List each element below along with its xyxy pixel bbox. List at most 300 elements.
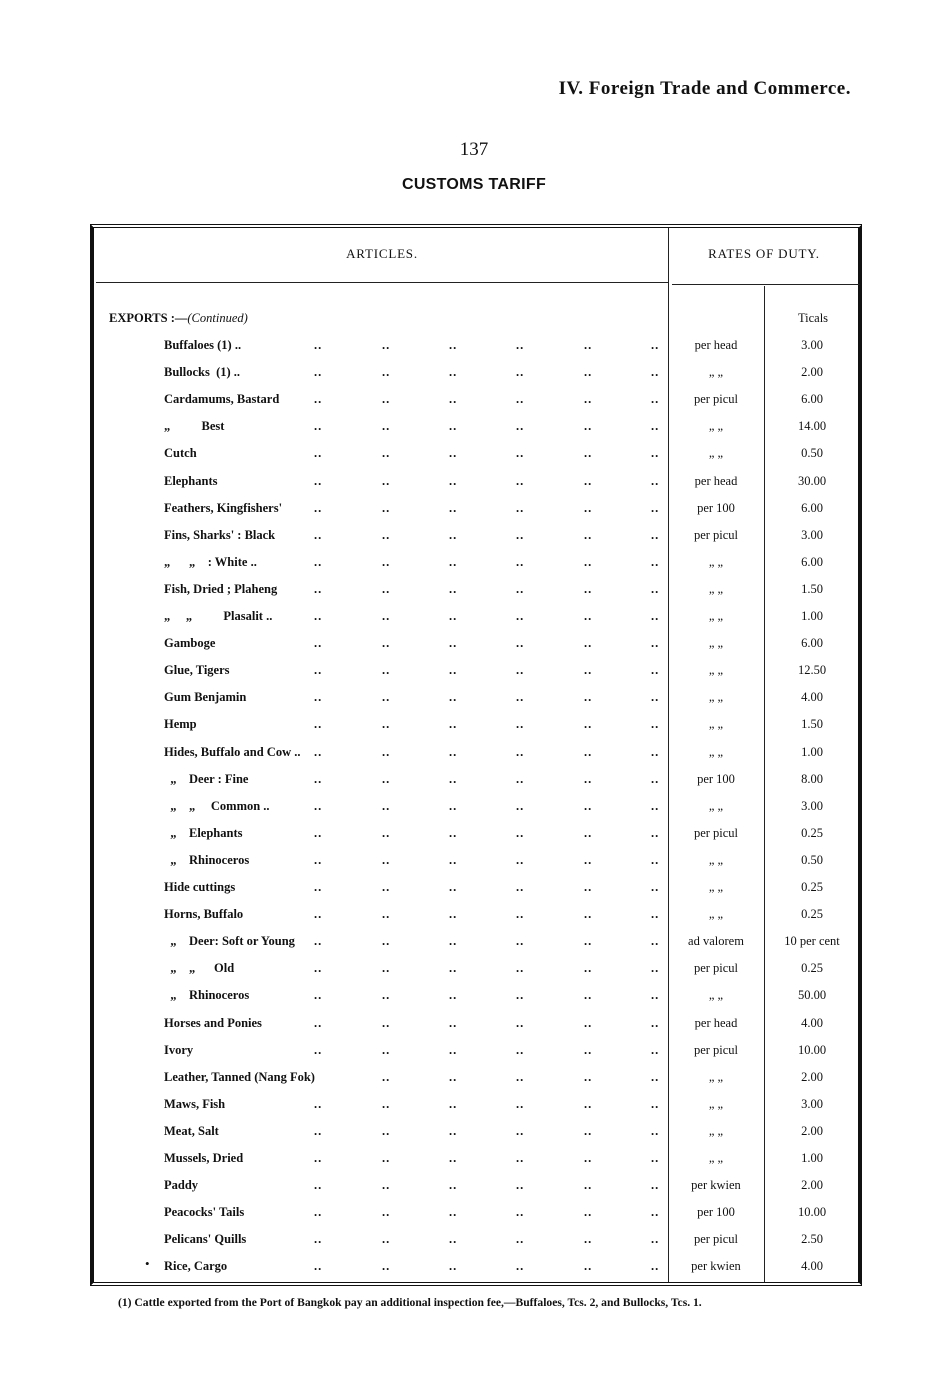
article-name: Gum Benjamin	[164, 690, 247, 705]
duty-unit: „ „	[708, 1096, 724, 1111]
leader-dots: ..	[584, 852, 593, 867]
leader-dots: ..	[449, 934, 458, 949]
duty-unit: „ „	[708, 609, 724, 623]
footnote: (1) Cattle exported from the Port of Bangkok pay an additional inspection fee,—Buffaloes, Tcs. 2, and Bullocks, Tcs. 1.	[118, 1296, 702, 1309]
leader-dots: ..	[651, 581, 660, 596]
article-name: Hemp	[164, 717, 197, 732]
leader-dots: ..	[382, 636, 391, 651]
leader-dots: ..	[314, 636, 323, 651]
leader-dots: ..	[314, 907, 323, 922]
leader-dots: ..	[314, 365, 323, 380]
duty-unit: „ „	[708, 446, 724, 461]
duty-rate: 10.00	[797, 1205, 827, 1220]
duty-rate: 0.25	[801, 825, 823, 840]
leader-dots: ..	[651, 744, 660, 759]
leader-dots: ..	[449, 527, 458, 542]
leader-dots: ..	[449, 1123, 458, 1138]
leader-dots: ..	[449, 419, 458, 434]
article-name: Paddy	[164, 1178, 199, 1193]
article-name: Leather, Tanned (Nang Fok)	[164, 1069, 315, 1084]
leader-dots: ..	[651, 1069, 660, 1084]
duty-unit: „ „	[708, 419, 724, 434]
article-name: Maws, Fish	[164, 1096, 226, 1111]
leader-dots: ..	[382, 500, 391, 515]
leader-dots: ..	[382, 717, 391, 732]
leader-dots: ..	[314, 581, 323, 596]
leader-dots: ..	[382, 1123, 391, 1138]
leader-dots: ..	[651, 365, 660, 380]
leader-dots: ..	[584, 1042, 593, 1057]
leader-dots: ..	[382, 446, 391, 461]
leader-dots: ..	[584, 934, 593, 949]
duty-rate: 2.50	[801, 1232, 823, 1247]
header-rule-rates	[672, 284, 860, 285]
duty-rate: 6.00	[801, 636, 823, 651]
table-row	[96, 988, 860, 1015]
leader-dots: ..	[449, 500, 458, 515]
article-name: „ Rhinoceros	[164, 988, 250, 1003]
leader-dots: ..	[651, 1178, 660, 1193]
leader-dots: ..	[651, 934, 660, 949]
leader-dots: ..	[584, 1069, 593, 1084]
leader-dots: ..	[449, 554, 458, 569]
table-row	[96, 338, 860, 365]
duty-rate: 8.00	[801, 771, 823, 786]
table-row	[96, 528, 860, 555]
duty-unit: „ „	[708, 690, 724, 705]
leader-dots: ..	[382, 1205, 391, 1220]
table-row	[96, 826, 860, 853]
duty-rate: 30.00	[797, 473, 827, 488]
leader-dots: ..	[516, 581, 525, 596]
leader-dots: ..	[382, 419, 391, 434]
article-name: Gamboge	[164, 636, 216, 651]
leader-dots: ..	[651, 798, 660, 813]
leader-dots: ..	[314, 961, 323, 976]
leader-dots: ..	[651, 1205, 660, 1220]
leader-dots: ..	[314, 1015, 323, 1030]
table-row	[96, 880, 860, 907]
leader-dots: ..	[516, 1069, 525, 1084]
leader-dots: ..	[449, 744, 458, 759]
leader-dots: ..	[382, 798, 391, 813]
article-name: Horses and Ponies	[164, 1015, 262, 1030]
duty-unit: per head	[694, 338, 738, 352]
leader-dots: ..	[449, 717, 458, 732]
duty-rate: 6.00	[801, 554, 823, 569]
leader-dots: ..	[516, 690, 525, 705]
leader-dots: ..	[516, 1042, 525, 1057]
leader-dots: ..	[382, 852, 391, 867]
table-row	[96, 392, 860, 419]
leader-dots: ..	[584, 744, 593, 759]
leader-dots: ..	[584, 473, 593, 488]
leader-dots: ..	[449, 961, 458, 976]
leader-dots: ..	[584, 419, 593, 434]
article-name: „ „ Old	[164, 961, 235, 976]
leader-dots: ..	[516, 907, 525, 922]
article-name: Hide cuttings	[164, 880, 236, 894]
leader-dots: ..	[651, 1042, 660, 1057]
duty-unit: per picul	[693, 825, 739, 840]
table-row	[96, 663, 860, 690]
duty-rate: 10.00	[797, 1042, 827, 1057]
header-rule	[96, 282, 668, 283]
leader-dots: ..	[314, 852, 323, 867]
leader-dots: ..	[382, 907, 391, 922]
leader-dots: ..	[516, 554, 525, 569]
duty-rate: 2.00	[801, 1069, 823, 1084]
leader-dots: ..	[516, 338, 525, 352]
leader-dots: ..	[314, 717, 323, 732]
leader-dots: ..	[584, 1232, 593, 1247]
leader-dots: ..	[516, 527, 525, 542]
leader-dots: ..	[449, 825, 458, 840]
leader-dots: ..	[449, 771, 458, 786]
article-name: Bullocks (1) ..	[164, 365, 241, 380]
leader-dots: ..	[584, 1259, 593, 1274]
leader-dots: ..	[449, 636, 458, 651]
duty-rate: 0.25	[801, 907, 823, 922]
duty-unit: „ „	[708, 907, 724, 922]
duty-unit: „ „	[708, 581, 724, 596]
duty-unit: „ „	[708, 1123, 724, 1138]
leader-dots: ..	[449, 1042, 458, 1057]
article-name: Meat, Salt	[164, 1123, 219, 1138]
section-label-text: EXPORTS :—	[109, 311, 188, 325]
duty-unit: per 100	[697, 1205, 735, 1220]
leader-dots: ..	[314, 690, 323, 705]
duty-rate: 0.25	[801, 880, 823, 894]
leader-dots: ..	[516, 419, 525, 434]
leader-dots: ..	[651, 392, 660, 407]
table-row	[96, 1151, 860, 1178]
duty-unit: per kwien	[691, 1178, 741, 1193]
leader-dots: ..	[516, 988, 525, 1003]
duty-unit: per kwien	[691, 1259, 741, 1274]
article-name: Pelicans' Quills	[164, 1232, 247, 1247]
leader-dots: ..	[449, 798, 458, 813]
article-name: Rice, Cargo	[164, 1259, 228, 1274]
leader-dots: ..	[449, 392, 458, 407]
table-row	[96, 419, 860, 446]
leader-dots: ..	[382, 1069, 391, 1084]
leader-dots: ..	[449, 609, 458, 623]
leader-dots: ..	[584, 338, 593, 352]
article-name: Buffaloes (1) ..	[164, 338, 242, 352]
leader-dots: ..	[449, 1015, 458, 1030]
leader-dots: ..	[449, 1205, 458, 1220]
article-name: „ „ Common ..	[164, 798, 270, 813]
leader-dots: ..	[314, 1205, 323, 1220]
duty-rate: 6.00	[801, 500, 823, 515]
duty-unit: ad valorem	[688, 934, 744, 949]
leader-dots: ..	[449, 663, 458, 678]
leader-dots: ..	[382, 690, 391, 705]
table-row	[96, 1178, 860, 1205]
leader-dots: ..	[516, 1259, 525, 1274]
duty-unit: per picul	[693, 1232, 739, 1247]
duty-unit: „ „	[708, 636, 724, 651]
leader-dots: ..	[449, 1151, 458, 1165]
leader-dots: ..	[382, 609, 391, 623]
leader-dots: ..	[314, 825, 323, 840]
leader-dots: ..	[516, 825, 525, 840]
article-name: Horns, Buffalo	[164, 907, 244, 922]
leader-dots: ..	[516, 934, 525, 949]
table-row	[96, 582, 860, 609]
column-header-ticals: Ticals	[797, 311, 829, 325]
leader-dots: ..	[449, 988, 458, 1003]
duty-unit: „ „	[708, 798, 724, 813]
leader-dots: ..	[516, 500, 525, 515]
leader-dots: ..	[382, 392, 391, 407]
leader-dots: ..	[314, 1123, 323, 1138]
leader-dots: ..	[516, 365, 525, 380]
leader-dots: ..	[314, 1096, 323, 1111]
leader-dots: ..	[382, 934, 391, 949]
duty-rate: 3.00	[801, 1096, 823, 1111]
leader-dots: ..	[651, 771, 660, 786]
leader-dots: ..	[314, 771, 323, 786]
leader-dots: ..	[651, 961, 660, 976]
article-name: Peacocks' Tails	[164, 1205, 245, 1220]
article-name: Ivory	[164, 1042, 194, 1057]
leader-dots: ..	[651, 527, 660, 542]
leader-dots: ..	[651, 446, 660, 461]
leader-dots: ..	[651, 500, 660, 515]
leader-dots: ..	[651, 690, 660, 705]
leader-dots: ..	[584, 554, 593, 569]
leader-dots: ..	[584, 907, 593, 922]
bullet-mark: •	[145, 1256, 150, 1271]
leader-dots: ..	[449, 880, 458, 894]
leader-dots: ..	[516, 1015, 525, 1030]
leader-dots: ..	[651, 473, 660, 488]
article-name: Elephants	[164, 473, 218, 488]
leader-dots: ..	[382, 988, 391, 1003]
leader-dots: ..	[584, 609, 593, 623]
table-row	[96, 446, 860, 473]
duty-unit: „ „	[708, 365, 724, 380]
table-row	[96, 1124, 860, 1151]
leader-dots: ..	[584, 527, 593, 542]
leader-dots: ..	[314, 934, 323, 949]
leader-dots: ..	[516, 717, 525, 732]
duty-unit: per head	[694, 1015, 738, 1030]
leader-dots: ..	[584, 663, 593, 678]
leader-dots: ..	[651, 554, 660, 569]
leader-dots: ..	[516, 636, 525, 651]
table-row	[96, 555, 860, 582]
duty-rate: 1.00	[801, 609, 823, 623]
leader-dots: ..	[651, 338, 660, 352]
table-row	[96, 690, 860, 717]
leader-dots: ..	[314, 392, 323, 407]
leader-dots: ..	[314, 880, 323, 894]
duty-unit: per 100	[697, 771, 735, 786]
leader-dots: ..	[516, 1205, 525, 1220]
table-row	[96, 799, 860, 826]
leader-dots: ..	[449, 1259, 458, 1274]
duty-rate: 4.00	[801, 1259, 823, 1274]
leader-dots: ..	[382, 365, 391, 380]
duty-rate: 3.00	[801, 798, 823, 813]
leader-dots: ..	[584, 581, 593, 596]
leader-dots: ..	[449, 690, 458, 705]
article-name: Fish, Dried ; Plaheng	[164, 581, 278, 596]
duty-unit: „ „	[708, 717, 724, 732]
leader-dots: ..	[516, 880, 525, 894]
leader-dots: ..	[382, 554, 391, 569]
leader-dots: ..	[449, 446, 458, 461]
article-name: „ „ : White ..	[164, 554, 257, 569]
duty-rate: 3.00	[801, 527, 823, 542]
article-name: „ „ Plasalit ..	[164, 609, 273, 623]
article-name: Glue, Tigers	[164, 663, 230, 678]
leader-dots: ..	[516, 1151, 525, 1165]
duty-rate: 1.50	[801, 581, 823, 596]
duty-rate: 50.00	[797, 988, 827, 1003]
leader-dots: ..	[584, 1205, 593, 1220]
leader-dots: ..	[449, 907, 458, 922]
duty-unit: per picul	[693, 961, 739, 976]
page-title: CUSTOMS TARIFF	[401, 176, 547, 193]
leader-dots: ..	[516, 1096, 525, 1111]
leader-dots: ..	[651, 663, 660, 678]
leader-dots: ..	[651, 1015, 660, 1030]
article-name: Feathers, Kingfishers'	[164, 500, 283, 515]
duty-unit: „ „	[708, 744, 724, 759]
leader-dots: ..	[584, 690, 593, 705]
leader-dots: ..	[584, 717, 593, 732]
duty-rate: 3.00	[801, 338, 823, 352]
leader-dots: ..	[516, 771, 525, 786]
column-header-articles: ARTICLES.	[346, 246, 418, 261]
leader-dots: ..	[449, 1069, 458, 1084]
leader-dots: ..	[584, 1151, 593, 1165]
leader-dots: ..	[584, 961, 593, 976]
leader-dots: ..	[314, 1042, 323, 1057]
article-name: Hides, Buffalo and Cow ..	[164, 744, 301, 759]
table-row	[96, 907, 860, 934]
duty-unit: „ „	[708, 1151, 724, 1165]
table-row	[96, 1070, 860, 1097]
leader-dots: ..	[584, 1123, 593, 1138]
leader-dots: ..	[449, 473, 458, 488]
leader-dots: ..	[449, 581, 458, 596]
table-row	[96, 1205, 860, 1232]
leader-dots: ..	[382, 1178, 391, 1193]
leader-dots: ..	[651, 825, 660, 840]
table-row	[96, 934, 860, 961]
leader-dots: ..	[651, 852, 660, 867]
leader-dots: ..	[382, 1015, 391, 1030]
table-row	[96, 636, 860, 663]
leader-dots: ..	[651, 1096, 660, 1111]
leader-dots: ..	[584, 771, 593, 786]
table-row	[96, 474, 860, 501]
leader-dots: ..	[382, 961, 391, 976]
leader-dots: ..	[449, 338, 458, 352]
table-row	[96, 961, 860, 988]
table-row	[96, 1232, 860, 1259]
article-name: „ Rhinoceros	[164, 852, 250, 867]
leader-dots: ..	[516, 446, 525, 461]
table-row	[96, 365, 860, 392]
duty-rate: 1.50	[801, 717, 823, 732]
leader-dots: ..	[584, 1015, 593, 1030]
leader-dots: ..	[382, 771, 391, 786]
duty-rate: 1.00	[801, 744, 823, 759]
leader-dots: ..	[449, 365, 458, 380]
leader-dots: ..	[516, 1232, 525, 1247]
leader-dots: ..	[382, 338, 391, 352]
duty-unit: „ „	[708, 663, 724, 678]
leader-dots: ..	[314, 527, 323, 542]
article-name: „ Best	[164, 419, 225, 434]
section-label-exports	[109, 311, 248, 326]
table-row	[96, 1016, 860, 1043]
leader-dots: ..	[516, 663, 525, 678]
leader-dots: ..	[651, 1151, 660, 1165]
leader-dots: ..	[584, 636, 593, 651]
table-row	[96, 609, 860, 636]
leader-dots: ..	[382, 880, 391, 894]
article-name: „ Deer : Fine	[164, 771, 249, 786]
duty-rate: 2.00	[801, 1178, 823, 1193]
leader-dots: ..	[382, 1259, 391, 1274]
leader-dots: ..	[651, 988, 660, 1003]
section-continued: (Continued)	[187, 311, 248, 325]
leader-dots: ..	[584, 1096, 593, 1111]
table-row	[96, 772, 860, 799]
leader-dots: ..	[516, 473, 525, 488]
leader-dots: ..	[449, 1232, 458, 1247]
leader-dots: ..	[314, 609, 323, 623]
table-row	[96, 501, 860, 528]
leader-dots: ..	[584, 446, 593, 461]
leader-dots: ..	[651, 1123, 660, 1138]
leader-dots: ..	[516, 798, 525, 813]
article-name: Fins, Sharks' : Black	[164, 527, 276, 542]
leader-dots: ..	[449, 852, 458, 867]
leader-dots: ..	[314, 744, 323, 759]
leader-dots: ..	[584, 825, 593, 840]
leader-dots: ..	[314, 663, 323, 678]
duty-unit: „ „	[708, 554, 724, 569]
duty-unit: per picul	[693, 1042, 739, 1057]
leader-dots: ..	[651, 717, 660, 732]
duty-unit: „ „	[708, 880, 724, 894]
leader-dots: ..	[516, 1178, 525, 1193]
leader-dots: ..	[516, 961, 525, 976]
article-name: Cutch	[164, 446, 197, 461]
leader-dots: ..	[314, 1178, 323, 1193]
leader-dots: ..	[449, 1096, 458, 1111]
leader-dots: ..	[584, 798, 593, 813]
leader-dots: ..	[516, 609, 525, 623]
leader-dots: ..	[651, 1232, 660, 1247]
leader-dots: ..	[651, 609, 660, 623]
duty-rate: 6.00	[801, 392, 823, 407]
leader-dots: ..	[382, 1232, 391, 1247]
leader-dots: ..	[651, 419, 660, 434]
duty-unit: „ „	[708, 852, 724, 867]
duty-unit: per picul	[693, 392, 739, 407]
article-name: Mussels, Dried	[164, 1151, 244, 1165]
leader-dots: ..	[314, 473, 323, 488]
